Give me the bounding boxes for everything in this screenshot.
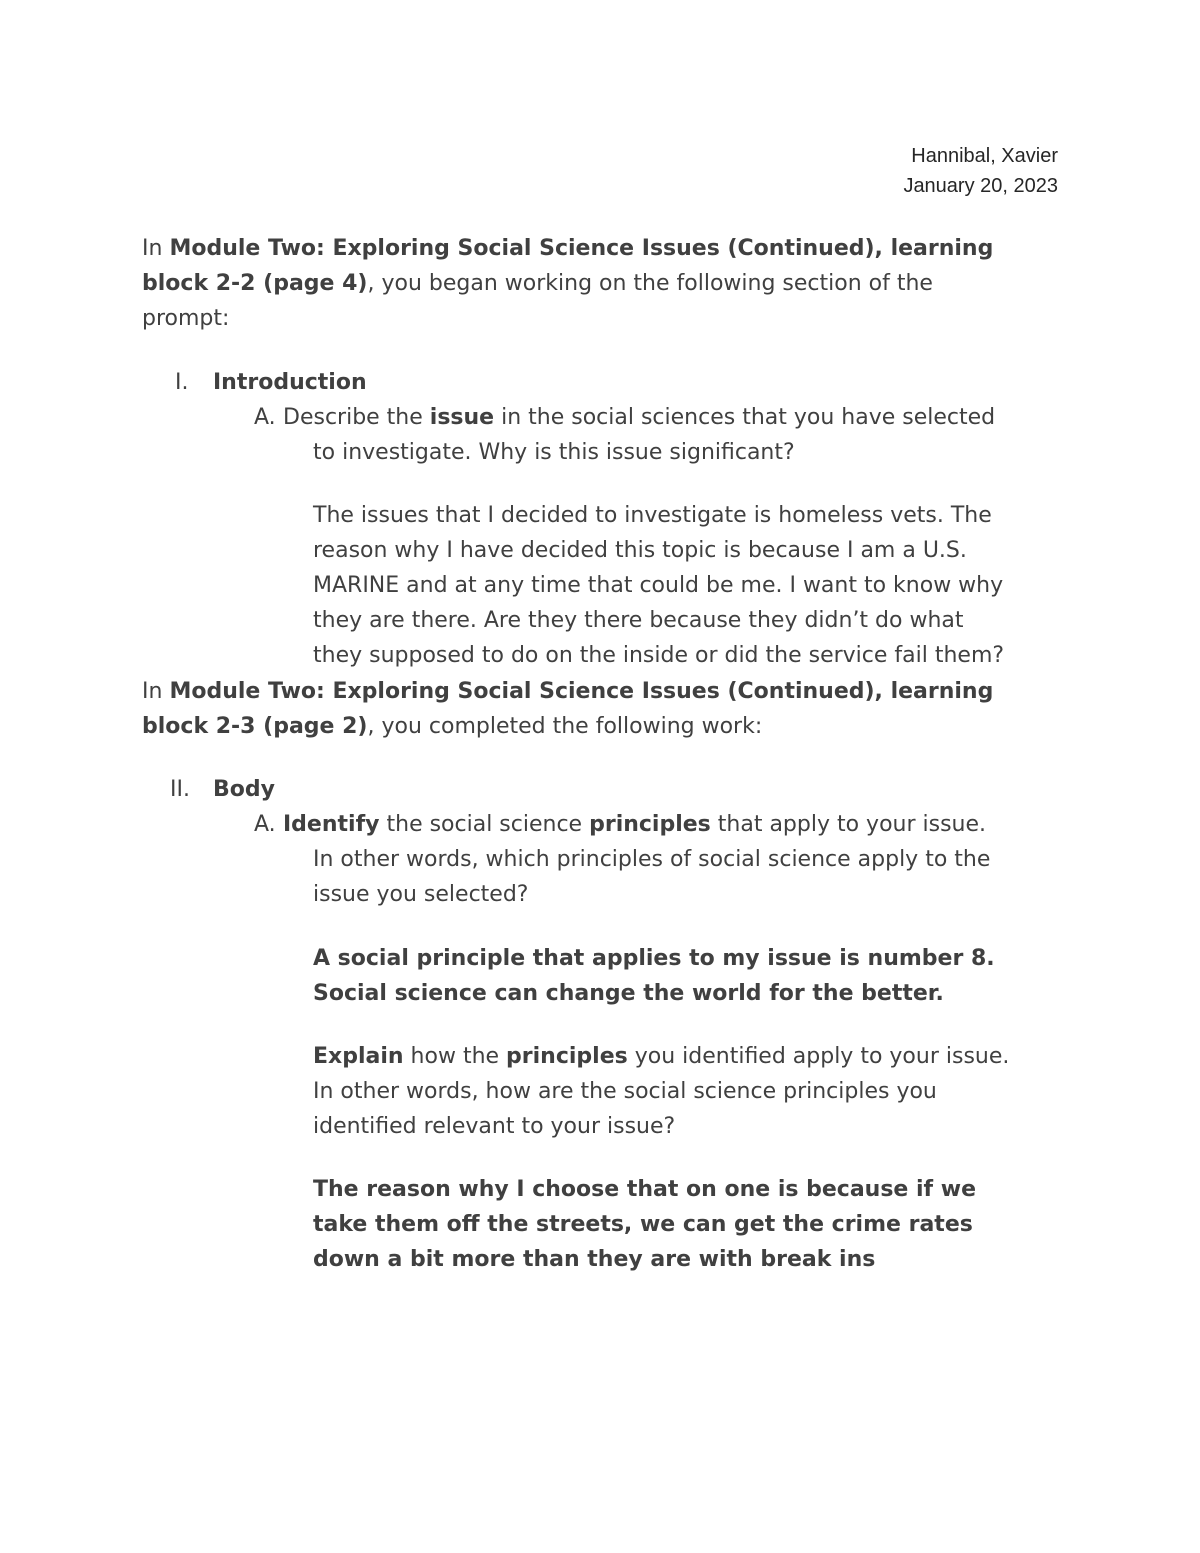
intro2-text: In — [142, 679, 170, 704]
prompt-text: Describe the — [283, 405, 430, 430]
document-date: January 20, 2023 — [903, 175, 1058, 197]
prompt-keyword: issue — [429, 405, 495, 430]
explain-line3: identified relevant to your issue? — [313, 1114, 676, 1139]
intro1-module-title: Module Two: Exploring Social Science Issues (Continued), learning — [169, 236, 994, 261]
intro1-text: In — [142, 236, 170, 261]
explain-line1 — [313, 1039, 1009, 1074]
intro1-block-ref: block 2-2 (page 4) — [142, 271, 368, 296]
intro2-block-ref: block 2-3 (page 2) — [142, 714, 368, 739]
intro2-text: , you completed the following work: — [367, 714, 763, 739]
prompt-text: that apply to your issue. — [710, 812, 987, 837]
author-name: Hannibal, Xavier — [911, 145, 1058, 167]
prompt-text: in the social sciences that you have selected — [494, 405, 996, 430]
section1-numeral: I. — [175, 370, 189, 395]
prompt-keyword: principles — [506, 1044, 628, 1069]
section2-item-a-line2: In other words, which principles of social science apply to the — [313, 847, 991, 872]
answer1-line: reason why I have decided this topic is because I am a U.S. — [313, 538, 967, 563]
answer2-line: Social science can change the world for the better. — [313, 981, 944, 1006]
prompt-keyword: Explain — [313, 1044, 404, 1069]
intro1-text: , you began working on the following section of the — [367, 271, 933, 296]
answer3-line: The reason why I choose that on one is because if we — [313, 1177, 977, 1202]
intro2-line2 — [142, 709, 762, 744]
section2-numeral: II. — [170, 777, 190, 802]
prompt-keyword: principles — [589, 812, 711, 837]
prompt-text: the social science — [379, 812, 590, 837]
section2-item-a-line3: issue you selected? — [313, 882, 529, 907]
prompt-text: you identified apply to your issue. — [627, 1044, 1010, 1069]
answer1-line: they are there. Are they there because they didn’t do what — [313, 608, 964, 633]
section1-title-text: Introduction — [213, 370, 367, 395]
answer2-line: A social principle that applies to my issue is number 8. — [313, 946, 995, 971]
section2-item-a-marker: A. — [254, 812, 276, 837]
answer1-line: MARINE and at any time that could be me. I want to know why — [313, 573, 1004, 598]
answer1-line: they supposed to do on the inside or did the service fail them? — [313, 643, 1005, 668]
answer3-line: down a bit more than they are with break ins — [313, 1247, 876, 1272]
section2-item-a-line1 — [283, 807, 986, 842]
section2-title-text: Body — [213, 777, 275, 802]
section1-item-a-line2: to investigate. Why is this issue significant? — [313, 440, 795, 465]
section1-item-a-line1 — [283, 400, 995, 435]
section1-item-a-marker: A. — [254, 405, 276, 430]
intro2-line1 — [142, 674, 993, 709]
intro1-line1 — [142, 231, 993, 266]
prompt-text: how the — [403, 1044, 507, 1069]
intro1-line3: prompt: — [142, 306, 230, 331]
explain-line2: In other words, how are the social science principles you — [313, 1079, 937, 1104]
section2-title — [213, 772, 275, 807]
answer3-line: take them off the streets, we can get the crime rates — [313, 1212, 973, 1237]
intro1-line2 — [142, 266, 933, 301]
section1-title — [213, 365, 367, 400]
intro2-module-title: Module Two: Exploring Social Science Issues (Continued), learning — [169, 679, 994, 704]
prompt-keyword: Identify — [283, 812, 380, 837]
answer1-line: The issues that I decided to investigate is homeless vets. The — [313, 503, 992, 528]
